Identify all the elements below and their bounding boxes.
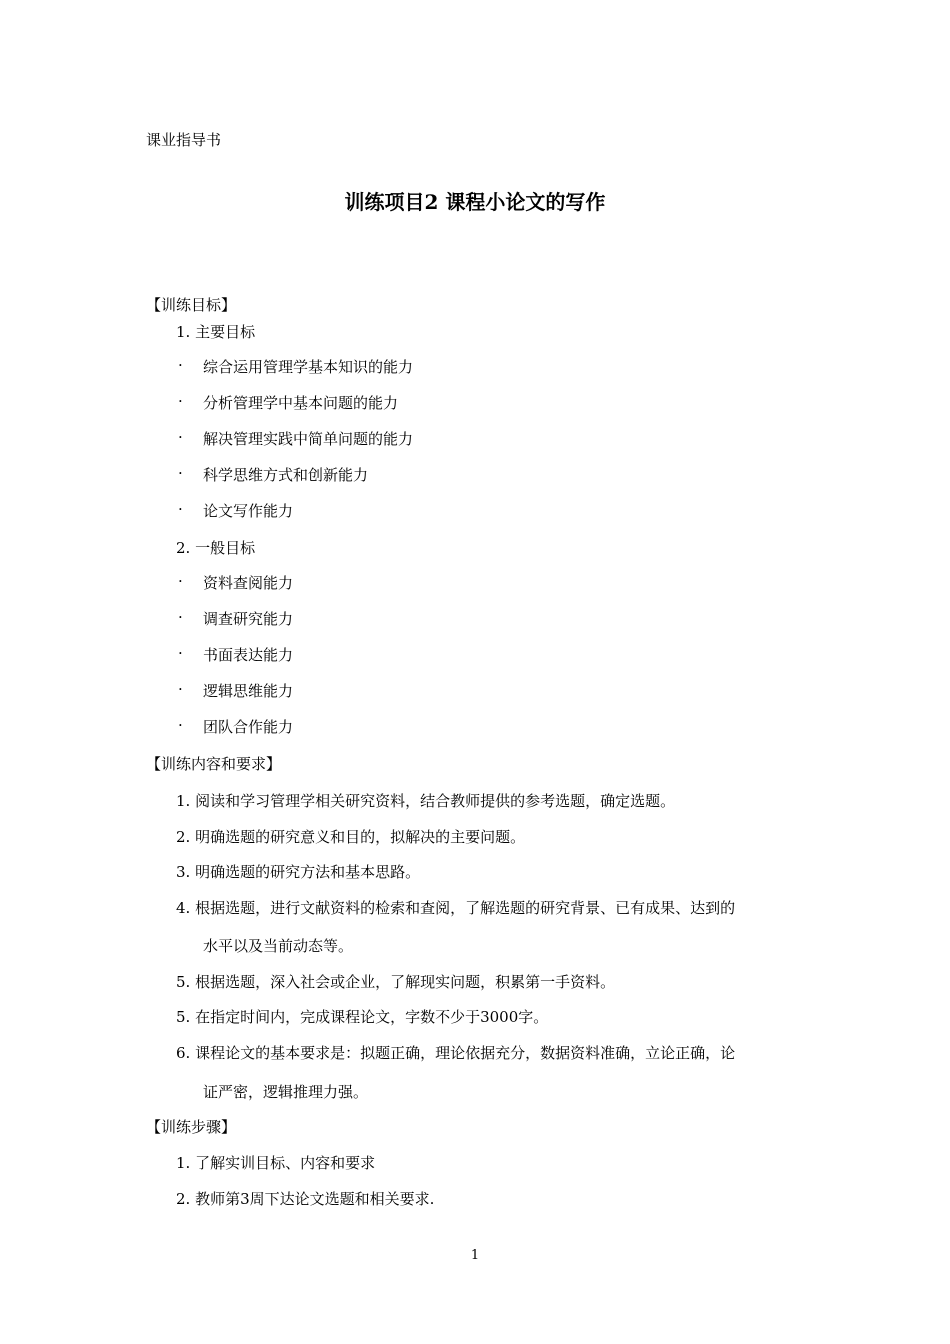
list-item: 2. 教师第3周下达论文选题和相关要求. [176, 1190, 435, 1208]
list-item: 4. 根据选题，进行文献资料的检索和查阅，了解选题的研究背景、已有成果、达到的 [176, 899, 736, 917]
list-item: 资料查阅能力 [203, 574, 294, 592]
list-item: 5. 根据选题，深入社会或企业，了解现实问题，积累第一手资料。 [176, 973, 616, 991]
list-item-continuation: 证严密，逻辑推理力强。 [203, 1083, 369, 1101]
bullet-icon: · [178, 428, 183, 446]
bullet-icon: · [178, 464, 183, 482]
main-goals-heading: 1. 主要目标 [176, 323, 256, 341]
section-heading-steps: 【训练步骤】 [146, 1118, 237, 1136]
bullet-icon: · [178, 572, 183, 590]
list-item: 科学思维方式和创新能力 [203, 466, 369, 484]
list-item: 论文写作能力 [203, 502, 294, 520]
section-heading-goals: 【训练目标】 [146, 296, 237, 314]
bullet-icon: · [178, 356, 183, 374]
general-goals-heading: 2. 一般目标 [176, 539, 256, 557]
bullet-icon: · [178, 644, 183, 662]
bullet-icon: · [178, 608, 183, 626]
list-item: 调查研究能力 [203, 610, 294, 628]
document-title: 训练项目2 课程小论文的写作 [344, 190, 606, 214]
bullet-icon: · [178, 716, 183, 734]
bullet-icon: · [178, 680, 183, 698]
list-item: 团队合作能力 [203, 718, 294, 736]
list-item: 1. 了解实训目标、内容和要求 [176, 1154, 376, 1172]
list-item: 5. 在指定时间内，完成课程论文，字数不少于3000字。 [176, 1008, 549, 1026]
list-item: 逻辑思维能力 [203, 682, 294, 700]
list-item: 3. 明确选题的研究方法和基本思路。 [176, 863, 421, 881]
header-label: 课业指导书 [146, 131, 222, 149]
list-item: 综合运用管理学基本知识的能力 [203, 358, 414, 376]
bullet-icon: · [178, 392, 183, 410]
page-number: 1 [470, 1248, 480, 1263]
bullet-icon: · [178, 500, 183, 518]
list-item: 书面表达能力 [203, 646, 294, 664]
section-heading-content: 【训练内容和要求】 [146, 755, 282, 773]
list-item-continuation: 水平以及当前动态等。 [203, 937, 354, 955]
list-item: 解决管理实践中简单问题的能力 [203, 430, 414, 448]
list-item: 1. 阅读和学习管理学相关研究资料，结合教师提供的参考选题，确定选题。 [176, 792, 676, 810]
list-item: 2. 明确选题的研究意义和目的，拟解决的主要问题。 [176, 828, 526, 846]
list-item: 6. 课程论文的基本要求是：拟题正确，理论依据充分，数据资料准确，立论正确，论 [176, 1044, 736, 1062]
list-item: 分析管理学中基本问题的能力 [203, 394, 399, 412]
